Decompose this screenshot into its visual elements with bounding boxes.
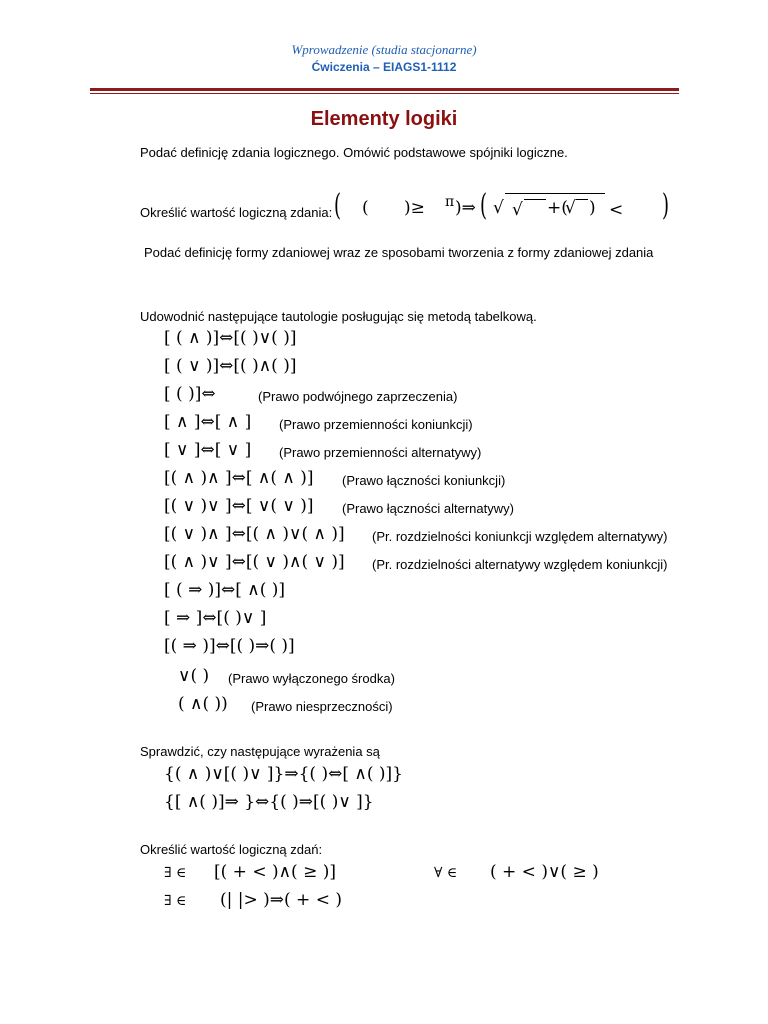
tautology-formula: [ ( ∨ )]⇔[( )∧( )] <box>164 356 297 376</box>
expression-formula: {( ∧ )∨[( )∨ ]}⇒{( )⇔[ ∧( )]} <box>164 764 403 784</box>
task-1: Podać definicję zdania logicznego. Omówić podstawowe spójniki logiczne. <box>140 145 568 160</box>
tautology-formula: [ ⇒ ]⇔[( )∨ ] <box>164 608 267 628</box>
tautology-note: (Prawo łączności alternatywy) <box>342 501 514 516</box>
formula-sqrt: √ <box>493 198 504 218</box>
statement-formula: (| |> )⇒( + < ) <box>220 890 342 910</box>
formula-paren: ( <box>362 198 369 218</box>
formula-paren: ) <box>589 198 596 218</box>
task-5-label: Sprawdzić, czy następujące wyrażenia są <box>140 744 380 759</box>
tautology-note: (Prawo przemienności koniunkcji) <box>279 417 473 432</box>
tautology-note: (Pr. rozdzielności alternatywy względem koniunkcji) <box>372 557 668 572</box>
formula-operator: )⇒ <box>455 198 476 218</box>
tautology-formula: [ ( )]⇔ <box>164 384 216 404</box>
tautology-formula: [( ∨ )∧ ]⇔[( ∧ )∨( ∧ )] <box>164 524 345 544</box>
quantifier: ∃ ∈ <box>164 893 187 909</box>
tautology-note: (Prawo łączności koniunkcji) <box>342 473 506 488</box>
course-header: Wprowadzenie (studia stacjonarne) <box>291 42 477 57</box>
formula-sqrt: √ <box>512 200 523 220</box>
expression-formula: {[ ∧( )]⇒ }⇔{( )⇒[( )∨ ]} <box>164 792 374 812</box>
quantifier: ∀ ∈ <box>434 865 458 881</box>
page-title: Elementy logiki <box>310 108 458 130</box>
formula-operator: < <box>609 200 624 220</box>
statement-formula: ( + < )∨( ≥ ) <box>490 862 599 882</box>
sqrt-bar <box>576 199 588 200</box>
formula-paren: ( <box>480 188 488 223</box>
formula-operator: +( <box>547 198 568 218</box>
course-code: Ćwiczenia – EIAGS1-1112 <box>311 60 457 74</box>
tautology-note: (Prawo podwójnego zaprzeczenia) <box>258 389 458 404</box>
tautology-note: (Prawo wyłączonego środka) <box>228 671 395 686</box>
formula-paren: ) <box>662 188 670 223</box>
quantifier: ∃ ∈ <box>164 865 187 881</box>
tautology-formula: [( ∧ )∨ ]⇔[( ∨ )∧( ∨ )] <box>164 552 345 572</box>
formula-paren: ( <box>334 188 342 223</box>
tautology-formula: [ ∧ ]⇔[ ∧ ] <box>164 412 252 432</box>
tautology-formula: [ ( ∧ )]⇔[( )∨( )] <box>164 328 297 348</box>
statement-formula: [( + < )∧( ≥ )] <box>214 862 336 882</box>
sqrt-bar <box>505 193 605 194</box>
sqrt-bar <box>524 199 546 200</box>
task-2-label: Określić wartość logiczną zdania: <box>140 205 333 220</box>
task-3: Podać definicję formy zdaniowej wraz ze sposobami tworzenia z formy zdaniowej zdania <box>144 245 654 260</box>
task-4-label: Udowodnić następujące tautologie posługując się metodą tabelkową. <box>140 309 537 324</box>
tautology-note: (Pr. rozdzielności koniunkcji względem alternatywy) <box>372 529 668 544</box>
tautology-formula: [( ∨ )∨ ]⇔[ ∨( ∨ )] <box>164 496 314 516</box>
formula-sqrt: √ <box>565 198 576 218</box>
task-6-label: Określić wartość logiczną zdań: <box>140 842 323 857</box>
header-rule <box>90 88 679 91</box>
tautology-note: (Prawo przemienności alternatywy) <box>279 445 482 460</box>
formula-operator: )≥ <box>404 198 425 218</box>
tautology-formula: [( ⇒ )]⇔[( )⇒( )] <box>164 636 295 656</box>
tautology-formula: [ ∨ ]⇔[ ∨ ] <box>164 440 252 460</box>
formula-pi: π <box>445 194 455 210</box>
tautology-formula: ( ∧( )) <box>178 694 228 714</box>
header-rule-thin <box>90 93 679 94</box>
tautology-formula: [( ∧ )∧ ]⇔[ ∧( ∧ )] <box>164 468 314 488</box>
tautology-formula: [ ( ⇒ )]⇔[ ∧( )] <box>164 580 286 600</box>
tautology-formula: ∨( ) <box>178 666 210 686</box>
tautology-note: (Prawo niesprzeczności) <box>251 699 393 714</box>
